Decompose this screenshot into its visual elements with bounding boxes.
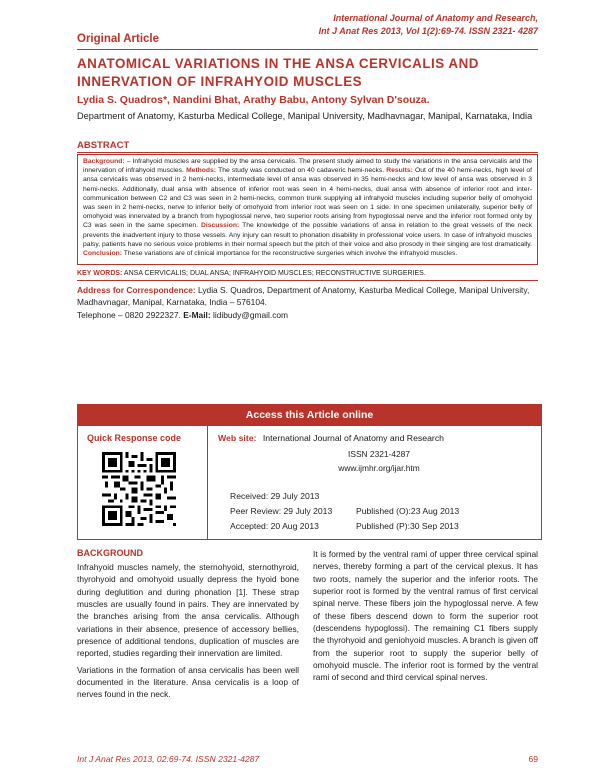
access-box: [77, 426, 542, 540]
keywords: [77, 270, 542, 277]
qr-code[interactable]: [102, 452, 176, 526]
telephone-text: Telephone – 0820 2922327.: [77, 310, 184, 320]
abstract-divider: [77, 152, 538, 153]
article-type: Original Article: [77, 33, 160, 45]
paragraph: It is formed by the ventral rami of upper three cervical spinal nerves, thereby forming a part of the cervical plexus. It has two roots, namely the superior and the inferior roots. The superior root is formed by the ventral ramus of first cervical spinal nerve. These fibers join the hypoglossal nerve. A few of these fibers descend down to form the superior root (descendens hypoglossi). The remaining C1 fibers supply the thyrohyoid and geniohyoid muscles. A branch is given off from the superior root to supply the superior belly of omohyoid muscle. The inferior root is formed by the ventral rami of second and third cervical spinal nerves.: [313, 549, 538, 683]
header-divider: [77, 49, 538, 50]
peer-review-date: Peer Review: 29 July 2013: [230, 506, 333, 516]
page-number: 69: [528, 754, 538, 764]
access-heading: Access this Article online: [77, 404, 542, 426]
website-name: International Journal of Anatomy and Research: [262, 433, 444, 443]
keywords-text: ANSA CERVICALIS; DUAL ANSA; INFRAHYOID MUSCLES; RECONSTRUCTIVE SURGERIES.: [122, 270, 426, 277]
website-url[interactable]: www.ijmhr.org/ijar.htm: [338, 463, 420, 473]
keywords-divider: [77, 280, 538, 281]
conclusion-label: Conclusion:: [83, 250, 122, 258]
qr-column: [78, 426, 208, 539]
telephone: [77, 310, 288, 320]
email-label: E-Mail:: [183, 310, 211, 320]
authors: Lydia S. Quadros*, Nandini Bhat, Arathy Babu, Antony Sylvan D'souza.: [77, 94, 430, 106]
published-online-date: Published (O):23 Aug 2013: [356, 506, 460, 516]
correspondence: [77, 284, 542, 308]
title-line: INNERVATION OF INFRAHYOID MUSCLES: [77, 74, 363, 89]
left-column: [77, 561, 299, 701]
methods-text: The study was conducted on 40 cadaveric hemi-necks.: [216, 167, 387, 175]
journal-citation: Int J Anat Res 2013, Vol 1(2):69-74. ISSN 2321- 4287: [318, 26, 538, 36]
published-print-date: Published (P):30 Sep 2013: [356, 521, 459, 531]
website-label: Web site:: [218, 433, 257, 443]
abstract-box: [77, 154, 538, 265]
website-row: [218, 433, 444, 443]
background-heading: BACKGROUND: [77, 548, 143, 558]
methods-label: Methods:: [186, 167, 217, 175]
abstract-heading: ABSTRACT: [77, 140, 130, 151]
keywords-label: KEY WORDS:: [77, 270, 123, 277]
email-link[interactable]: lidibudy@gmail.com: [210, 310, 289, 320]
received-date: Received: 29 July 2013: [230, 491, 320, 501]
journal-header: [319, 12, 538, 38]
discussion-text: The knowledge of the possible variations of ansa in relation to the great vessels of the neck prevents the inadvertent injury to those vessels. Any injury can result to phonation disability in professional voice users. In case of infrahyoid muscles palsy, patients have no serious voice problems in their normal speech but the pitch of their voice and also prosody in their singing are lost dramatically.: [83, 222, 532, 248]
affiliation: Department of Anatomy, Kasturba Medical College, Manipal University, Madhavnagar, Manipal, Karnataka, India: [77, 111, 533, 121]
correspondence-text: Lydia S. Quadros, Department of Anatomy, Kasturba Medical College, Manipal University, Madhavnagar, Manipal, Karnataka, India – 576104.: [77, 285, 530, 307]
paragraph: Infrahyoid muscles namely, the sternohyoid, sternothyroid, thyrohyoid and omohyoid usually depress the hyoid bone during deglutition and during phonation [1]. These strap muscles are usually found in pairs. They are innervated by the branches arising from the ansa cervicalis. Although variations in their absence, presence of accessory bellies, presence of additional tendons, duplication of muscles are reported, studies regarding their innervation are limited.: [77, 562, 299, 659]
accepted-date: Accepted: 20 Aug 2013: [230, 521, 319, 531]
background-label: Background:: [83, 158, 125, 165]
issn: ISSN 2321-4287: [348, 449, 410, 459]
correspondence-label: Address for Correspondence:: [77, 285, 196, 295]
title-line: ANATOMICAL VARIATIONS IN THE ANSA CERVICALIS AND: [77, 56, 479, 71]
journal-name: International Journal of Anatomy and Research,: [333, 13, 538, 23]
right-column: [313, 548, 538, 684]
paragraph: Variations in the formation of ansa cervicalis has been well documented in the literature. Ansa cervicalis is a loop of nerves found in the neck.: [77, 664, 299, 700]
conclusion-text: These variations are of clinical importance for the reconstructive surgeries which involve the infrahyoid muscles.: [122, 250, 458, 258]
discussion-label: Discussion:: [200, 222, 240, 230]
article-title: [77, 55, 542, 91]
footer-citation: Int J Anat Res 2013, 02:69-74. ISSN 2321-4287: [77, 754, 260, 764]
results-text: Out of the 40 hemi-necks, high level of ansa cervicalis was observed in 2 hemi-necks, intermediate level of ansa was observed in 35 hemi-necks and low level of ansa was observed in 3 hemi-necks. Additionally, dual ansa with absence of inferior root was seen in 4 hemi-necks, dual ansa with absence of inferior root and inter-communication between C2 and C3 was seen in 2 hemi-necks, common trunk supplying all infrahyoid muscles including superior belly of omohyoid was seen in 2 hemi-necks, nerve to inferior belly of omohyoid from inferior root was seen on 1 side. In one specimen unilaterally, superior belly of omohyoid was innervated by a branch from hypoglossal nerve, two superior roots arising from hypoglossal nerve and the inferior root formed only by C3 was seen in the same specimen.: [83, 167, 532, 230]
results-label: Results:: [386, 167, 413, 175]
background-text: – Infrahyoid muscles are supplied by the ansa cervicalis. The present study aimed to study the variations in the ansa cervicalis and the innervation of infrahyoid muscles.: [83, 158, 532, 175]
qr-label: Quick Response code: [87, 433, 182, 443]
